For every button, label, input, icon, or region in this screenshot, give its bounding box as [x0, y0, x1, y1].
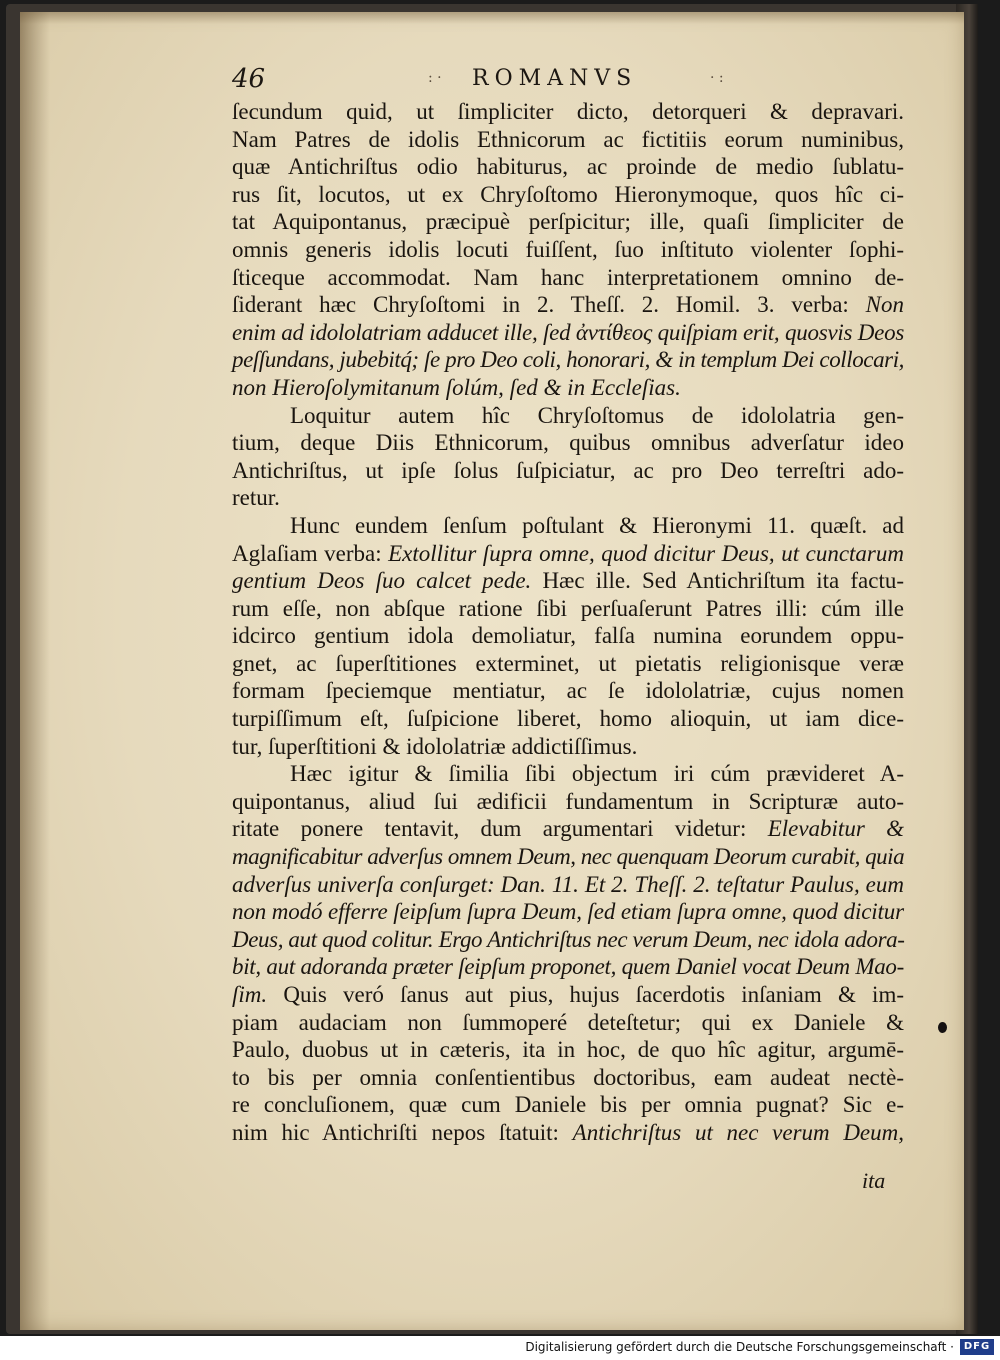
text-line — [232, 595, 904, 623]
line-text: formam ſpeciemque mentiatur, ac ſe idololatriæ, cujus nomen — [232, 678, 904, 704]
line-roman-tail: Quis veró ſanus aut pius, hujus ſacerdotis inſaniam & im- — [283, 982, 904, 1007]
text-line — [232, 815, 904, 843]
text-line — [232, 540, 904, 568]
text-line — [232, 98, 904, 126]
line-text: ſecundum quid, ut ſimpliciter dicto, detorqueri & depravari. — [232, 99, 904, 124]
running-head — [232, 62, 904, 102]
text-line — [232, 181, 904, 209]
text-line — [232, 484, 904, 512]
text-line — [232, 1064, 904, 1092]
line-text: re concluſionem, quæ cum Daniele bis per omnia pugnat? Sic e- — [232, 1092, 904, 1118]
text-line — [232, 402, 904, 430]
leaf-shadow-top — [20, 12, 964, 24]
text-line — [232, 871, 904, 899]
line-text: adverſus univerſa conſurget: Dan. 11. Et 2. Theſſ. 2. teſtatur Paulus, eum — [232, 871, 904, 897]
line-italic-tail: Antichriſtus ut nec verum Deum, — [572, 1119, 905, 1145]
line-text: rum eſſe, non abſque ratione ſibi perſuaſerunt Patres illi: cúm ille — [232, 595, 904, 621]
text-line — [232, 236, 904, 264]
line-text: rus ſit, locutos, ut ex Chryſoſtomo Hieronymoque, quos hîc ci- — [232, 181, 904, 207]
line-text: Nam Patres de idolis Ethnicorum ac fictitiis eorum numinibus, — [232, 126, 904, 152]
line-text: ſim. — [232, 982, 268, 1007]
digitization-credit: Digitalisierung gefördert durch die Deutsche Forschungsgemeinschaft · — [525, 1340, 954, 1354]
line-text: ritate ponere tentavit, dum argumentari videtur: — [232, 816, 747, 842]
text-line — [232, 898, 904, 926]
line-text: tur, ſuperſtitioni & idololatriæ addictiſſimus. — [232, 733, 638, 759]
line-text: Antichriſtus, ut ipſe ſolus ſuſpiciatur, ac pro Deo terreſtri ado- — [232, 457, 904, 483]
text-line — [232, 1119, 904, 1147]
text-line — [232, 760, 904, 788]
line-text: turpiſſimum eſt, ſuſpicione liberet, homo alioquin, ut iam dice- — [232, 706, 904, 732]
text-line — [232, 843, 904, 871]
line-text: to bis per omnia conſentientibus doctoribus, eam audeat nectè- — [232, 1064, 904, 1090]
text-line — [232, 981, 904, 1009]
line-text: gnet, ac ſuperſtitiones exterminet, ut pietatis religionisque veræ — [232, 650, 904, 676]
line-text: Aglaſiam verba: — [232, 540, 382, 566]
text-line — [232, 457, 904, 485]
text-line — [232, 374, 904, 402]
text-line — [232, 705, 904, 733]
line-text: piam audaciam non ſummoperé deteſtetur; qui ex Daniele & — [232, 1009, 904, 1035]
text-line — [232, 126, 904, 154]
line-text: Hæc igitur & ſimilia ſibi objectum iri cúm prævideret A- — [290, 761, 904, 787]
line-text: Paulo, duobus ut in cæteris, ita in hoc, de quo hîc agitur, argumē- — [232, 1037, 904, 1063]
line-text: tium, deque Diis Ethnicorum, quibus omnibus adverſatur ideo — [232, 430, 904, 456]
dfg-logo-icon: DFG — [960, 1339, 994, 1355]
line-text: idcirco gentium idola demoliatur, falſa numina eorundem oppu- — [232, 623, 904, 649]
head-ornament-left: : · — [428, 70, 442, 86]
text-line — [232, 622, 904, 650]
line-text: enim ad idololatriam adducet ille, ſed ἀντίθεος quiſpiam erit, quosvis Deos — [232, 319, 905, 345]
text-line — [232, 291, 904, 319]
text-line — [232, 677, 904, 705]
running-title: ROMANVS — [472, 66, 638, 91]
line-italic-tail: Non — [865, 292, 904, 318]
line-text: omnis generis idolis locuti fuiſſent, ſuo inſtituto violenter ſophi- — [232, 236, 904, 262]
line-text: ſticeque accommodat. Nam hanc interpretationem omnino de- — [232, 264, 904, 290]
line-text: Hunc eundem ſenſum poſtulant & Hieronymi 11. quæſt. ad — [290, 512, 904, 538]
line-text: tat Aquipontanus, præcipuè perſpicitur; ille, quaſi ſimpliciter de — [232, 209, 904, 235]
text-line — [232, 346, 904, 374]
text-line — [232, 429, 904, 457]
text-line — [232, 788, 904, 816]
line-text: quæ Antichriſtus odio habiturus, ac proinde de medio ſublatu- — [232, 154, 904, 180]
body-text — [232, 98, 904, 1147]
line-text: ſiderant hæc Chryſoſtomi in 2. Theſſ. 2. Homil. 3. verba: — [232, 292, 849, 318]
line-text: Loquitur autem hîc Chryſoſtomus de idololatria gen- — [290, 402, 904, 428]
footer-band — [0, 1336, 1000, 1360]
text-line — [232, 153, 904, 181]
line-text: magnificabitur adverſus omnem Deum, nec quenquam Deorum curabit, quia — [232, 844, 905, 870]
text-line — [232, 953, 904, 981]
line-italic-tail: Extollitur ſupra omne, quod dicitur Deus, ut cunctarum — [388, 540, 904, 566]
page-number: 46 — [232, 64, 266, 94]
line-text: peſſundans, jubebitq́; ſe pro Deo coli, honorari, & in templum Dei collocari, — [232, 347, 904, 373]
catchword: ita — [862, 1168, 886, 1193]
text-line — [232, 733, 904, 761]
text-line — [232, 512, 904, 540]
text-line — [232, 650, 904, 678]
line-text: nim hic Antichriſti nepos ſtatuit: — [232, 1119, 559, 1145]
line-text: retur. — [232, 485, 280, 511]
line-text: Deus, aut quod colitur. Ergo Antichriſtus nec verum Deum, nec idola adora- — [232, 926, 905, 952]
text-line — [232, 926, 904, 954]
line-roman-tail: Hæc ille. Sed Antichriſtum ita factu- — [542, 568, 904, 594]
line-italic-tail: Elevabitur & — [767, 816, 904, 842]
text-line — [232, 1091, 904, 1119]
leaf-shadow-left — [20, 12, 50, 1330]
line-text: bit, aut adoranda præter ſeipſum proponet, quem Daniel vocat Deum Mao- — [232, 954, 904, 980]
text-line — [232, 319, 904, 347]
ink-spot-icon — [938, 1022, 947, 1033]
line-text: quipontanus, aliud ſui ædificii fundamentum in Scripturæ auto- — [232, 788, 904, 814]
line-text: non modó efferre ſeipſum ſupra Deum, ſed etiam ſupra omne, quod dicitur — [232, 899, 904, 925]
line-text: non Hieroſolymitanum ſolúm, ſed & in Eccleſias. — [232, 374, 681, 400]
text-line — [232, 1036, 904, 1064]
text-line — [232, 567, 904, 595]
text-line — [232, 264, 904, 292]
text-line — [232, 208, 904, 236]
line-text: gentium Deos ſuo calcet pede. — [232, 568, 532, 594]
head-ornament-right: · : — [710, 70, 724, 86]
text-line — [232, 1009, 904, 1037]
